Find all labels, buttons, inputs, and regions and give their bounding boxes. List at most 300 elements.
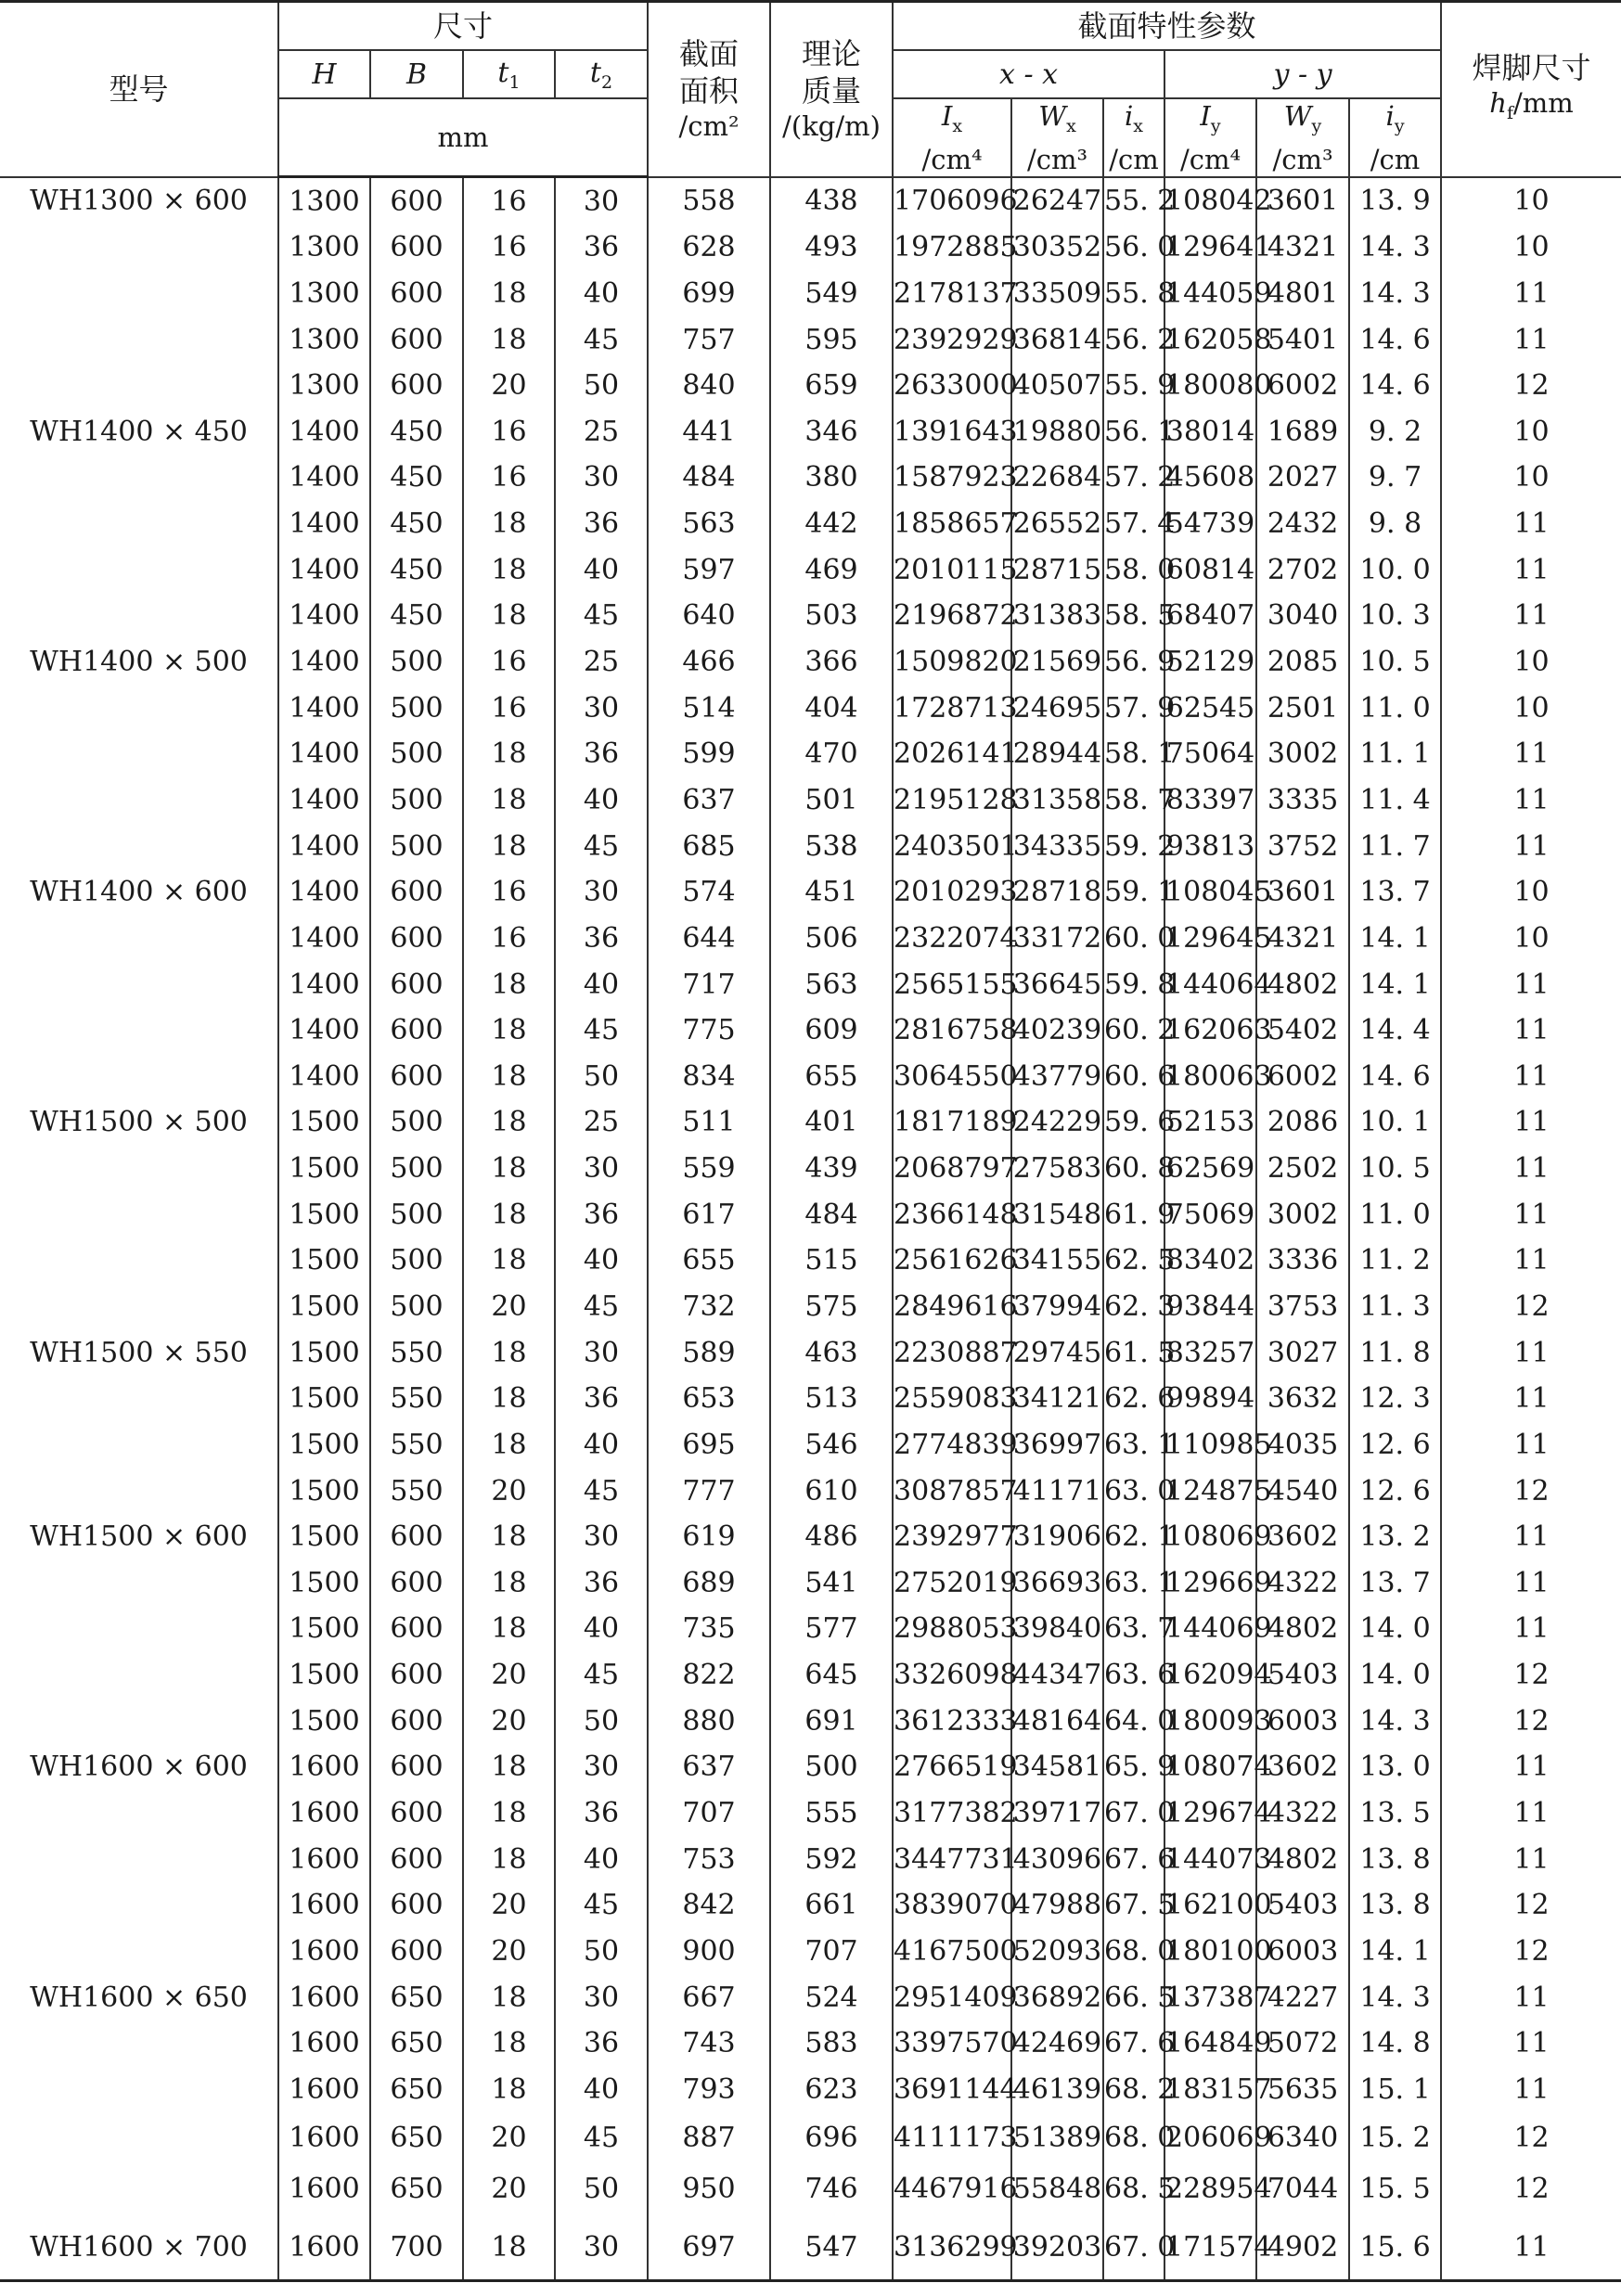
header-H: H	[278, 50, 370, 98]
cell-t2: 45	[555, 1007, 648, 1054]
cell-t1: 20	[463, 1284, 555, 1330]
cell-t2: 30	[555, 455, 648, 501]
cell-B: 600	[370, 1744, 463, 1790]
cell-Wx: 36892	[1011, 1974, 1103, 2020]
cell-model	[0, 455, 278, 501]
cell-Ix: 1858657	[893, 501, 1011, 547]
cell-Wx: 39203	[1011, 2214, 1103, 2281]
cell-Wy: 3601	[1256, 177, 1349, 224]
cell-iy: 13. 8	[1349, 1836, 1441, 1882]
table-row	[0, 1284, 1621, 1330]
cell-Wx: 31383	[1011, 593, 1103, 639]
cell-t1: 18	[463, 1790, 555, 1837]
header-B: B	[370, 50, 463, 98]
cell-t1: 20	[463, 2112, 555, 2163]
header-size: 尺寸	[278, 2, 648, 51]
cell-model	[0, 1376, 278, 1422]
cell-t2: 25	[555, 639, 648, 686]
cell-ix: 60. 0	[1103, 916, 1164, 962]
cell-H: 1600	[278, 2067, 370, 2113]
cell-iy: 13. 8	[1349, 1882, 1441, 1929]
cell-hf: 11	[1513, 323, 1550, 356]
cell-ix: 58. 1	[1103, 731, 1164, 777]
cell-B: 500	[370, 731, 463, 777]
cell-hf: 11	[1513, 2072, 1550, 2106]
cell-iy: 11. 0	[1349, 1191, 1441, 1238]
cell-ix: 62. 3	[1103, 1284, 1164, 1330]
cell-hf: 11	[1513, 1336, 1550, 1369]
cell-Wx: 28718	[1011, 869, 1103, 916]
cell-ix: 63. 6	[1103, 1652, 1164, 1699]
cell-Ix: 2565155	[893, 961, 1011, 1007]
cell-mass: 346	[770, 409, 893, 455]
cell-t1: 16	[463, 224, 555, 271]
cell-model	[0, 2163, 278, 2214]
cell-model	[0, 593, 278, 639]
cell-t1: 18	[463, 1053, 555, 1099]
header-iy: $i_y$ /cm	[1349, 98, 1441, 177]
cell-area: 640	[648, 593, 770, 639]
cell-model	[0, 363, 278, 409]
cell-ix: 58. 7	[1103, 777, 1164, 824]
cell-t2: 36	[555, 731, 648, 777]
cell-Wy: 5402	[1256, 1007, 1349, 1054]
cell-H: 1300	[278, 271, 370, 317]
cell-ix: 57. 9	[1103, 685, 1164, 731]
cell-mass: 592	[770, 1836, 893, 1882]
cell-iy: 14. 6	[1349, 363, 1441, 409]
table-row	[0, 2067, 1621, 2113]
cell-mass: 746	[770, 2163, 893, 2214]
cell-iy: 12. 3	[1349, 1376, 1441, 1422]
cell-ix: 63. 1	[1103, 1422, 1164, 1469]
cell-Ix: 2322074	[893, 916, 1011, 962]
cell-t1: 18	[463, 823, 555, 869]
cell-Wy: 3602	[1256, 1744, 1349, 1790]
cell-area: 880	[648, 1698, 770, 1744]
table-row	[0, 1053, 1621, 1099]
cell-t1: 18	[463, 546, 555, 593]
table-row	[0, 2163, 1621, 2214]
cell-Ix: 3136299	[893, 2214, 1011, 2281]
cell-hf: 11	[1513, 1612, 1550, 1646]
cell-Wy: 2702	[1256, 546, 1349, 593]
cell-Wy: 3602	[1256, 1514, 1349, 1560]
cell-H: 1500	[278, 1329, 370, 1376]
cell-B: 600	[370, 1560, 463, 1607]
cell-Ix: 2988053	[893, 1606, 1011, 1652]
cell-model	[0, 271, 278, 317]
cell-model: WH1300 × 600	[0, 177, 278, 224]
cell-t2: 36	[555, 1376, 648, 1422]
cell-Ix: 2561626	[893, 1238, 1011, 1284]
cell-Iy: 68407	[1164, 593, 1256, 639]
cell-H: 1600	[278, 2020, 370, 2067]
cell-t2: 30	[555, 177, 648, 224]
cell-ix: 68. 0	[1103, 2112, 1164, 2163]
cell-Wx: 39840	[1011, 1606, 1103, 1652]
table-row	[0, 1007, 1621, 1054]
cell-Wx: 34155	[1011, 1238, 1103, 1284]
table-row	[0, 1146, 1621, 1192]
cell-H: 1500	[278, 1468, 370, 1514]
cell-Ix: 2403501	[893, 823, 1011, 869]
cell-hf: 12	[1513, 1659, 1550, 1692]
cell-Ix: 2196872	[893, 593, 1011, 639]
cell-hf: 11	[1513, 738, 1550, 771]
cell-area: 637	[648, 777, 770, 824]
cell-iy: 10. 0	[1349, 546, 1441, 593]
cell-iy: 13. 5	[1349, 1790, 1441, 1837]
cell-t2: 45	[555, 1882, 648, 1929]
cell-mass: 538	[770, 823, 893, 869]
cell-area: 717	[648, 961, 770, 1007]
cell-t2: 30	[555, 1329, 648, 1376]
cell-ix: 56. 1	[1103, 409, 1164, 455]
cell-H: 1400	[278, 685, 370, 731]
cell-mass: 470	[770, 731, 893, 777]
cell-hf: 10	[1513, 921, 1550, 955]
cell-t2: 25	[555, 409, 648, 455]
cell-hf: 10	[1513, 461, 1550, 494]
cell-area: 699	[648, 271, 770, 317]
table-row	[0, 961, 1621, 1007]
cell-Ix: 3326098	[893, 1652, 1011, 1699]
cell-mass: 380	[770, 455, 893, 501]
cell-H: 1400	[278, 916, 370, 962]
cell-iy: 14. 6	[1349, 1053, 1441, 1099]
cell-Wy: 5072	[1256, 2020, 1349, 2067]
cell-Ix: 2392929	[893, 316, 1011, 363]
cell-mass: 610	[770, 1468, 893, 1514]
cell-t1: 16	[463, 869, 555, 916]
cell-t1: 18	[463, 1099, 555, 1146]
cell-iy: 14. 4	[1349, 1007, 1441, 1054]
cell-iy: 11. 3	[1349, 1284, 1441, 1330]
cell-hf: 11	[1513, 1059, 1550, 1093]
cell-H: 1400	[278, 455, 370, 501]
cell-Ix: 1509820	[893, 639, 1011, 686]
cell-mass: 515	[770, 1238, 893, 1284]
cell-H: 1400	[278, 777, 370, 824]
cell-Ix: 3839070	[893, 1882, 1011, 1929]
cell-Wx: 34581	[1011, 1744, 1103, 1790]
table-row	[0, 1929, 1621, 1975]
cell-B: 450	[370, 546, 463, 593]
cell-area: 514	[648, 685, 770, 731]
table-row	[0, 177, 1621, 224]
cell-t1: 18	[463, 1376, 555, 1422]
cell-iy: 10. 3	[1349, 593, 1441, 639]
cell-Wx: 34335	[1011, 823, 1103, 869]
cell-Iy: 45608	[1164, 455, 1256, 501]
cell-Iy: 60814	[1164, 546, 1256, 593]
cell-area: 695	[648, 1422, 770, 1469]
cell-Wx: 19880	[1011, 409, 1103, 455]
cell-Ix: 3087857	[893, 1468, 1011, 1514]
cell-Wx: 34121	[1011, 1376, 1103, 1422]
cell-Iy: 99894	[1164, 1376, 1256, 1422]
cell-Iy: 75069	[1164, 1191, 1256, 1238]
cell-mass: 442	[770, 501, 893, 547]
cell-Wx: 27583	[1011, 1146, 1103, 1192]
cell-Wx: 28944	[1011, 731, 1103, 777]
cell-Wx: 40507	[1011, 363, 1103, 409]
cell-Wy: 1689	[1256, 409, 1349, 455]
cell-mass: 583	[770, 2020, 893, 2067]
cell-Wy: 5403	[1256, 1882, 1349, 1929]
cell-t1: 18	[463, 961, 555, 1007]
cell-H: 1400	[278, 731, 370, 777]
cell-area: 777	[648, 1468, 770, 1514]
cell-Ix: 3397570	[893, 2020, 1011, 2067]
cell-H: 1400	[278, 546, 370, 593]
cell-iy: 15. 5	[1349, 2163, 1441, 2214]
cell-t2: 36	[555, 1191, 648, 1238]
cell-t1: 16	[463, 455, 555, 501]
cell-Ix: 2068797	[893, 1146, 1011, 1192]
cell-t2: 50	[555, 1698, 648, 1744]
cell-iy: 13. 2	[1349, 1514, 1441, 1560]
cell-Iy: 62545	[1164, 685, 1256, 731]
cell-B: 600	[370, 1790, 463, 1837]
table-header	[0, 2, 1621, 177]
cell-hf: 11	[1513, 1566, 1550, 1599]
cell-H: 1600	[278, 1974, 370, 2020]
cell-hf: 12	[1513, 1289, 1550, 1323]
cell-area: 619	[648, 1514, 770, 1560]
table-row	[0, 409, 1621, 455]
cell-Iy: 129641	[1164, 224, 1256, 271]
cell-Wx: 51389	[1011, 2112, 1103, 2163]
cell-area: 685	[648, 823, 770, 869]
cell-Iy: 183157	[1164, 2067, 1256, 2113]
cell-iy: 9. 8	[1349, 501, 1441, 547]
cell-mass: 707	[770, 1929, 893, 1975]
cell-t1: 18	[463, 1329, 555, 1376]
cell-Wy: 4802	[1256, 1836, 1349, 1882]
cell-H: 1500	[278, 1146, 370, 1192]
cell-iy: 14. 1	[1349, 961, 1441, 1007]
cell-H: 1300	[278, 177, 370, 224]
cell-Wx: 44347	[1011, 1652, 1103, 1699]
cell-Wy: 4802	[1256, 1606, 1349, 1652]
header-mass: 理论 质量 /(kg/m)	[770, 2, 893, 177]
cell-t2: 36	[555, 1560, 648, 1607]
cell-B: 450	[370, 593, 463, 639]
cell-mass: 659	[770, 363, 893, 409]
cell-t2: 40	[555, 271, 648, 317]
cell-mass: 609	[770, 1007, 893, 1054]
table-row	[0, 1606, 1621, 1652]
cell-area: 559	[648, 1146, 770, 1192]
cell-area: 653	[648, 1376, 770, 1422]
cell-Ix: 4167500	[893, 1929, 1011, 1975]
cell-area: 735	[648, 1606, 770, 1652]
cell-H: 1400	[278, 593, 370, 639]
cell-model	[0, 1053, 278, 1099]
cell-B: 500	[370, 639, 463, 686]
table-row	[0, 1238, 1621, 1284]
table-row	[0, 1376, 1621, 1422]
cell-model	[0, 2067, 278, 2113]
cell-ix: 67. 0	[1103, 1790, 1164, 1837]
cell-t1: 18	[463, 2067, 555, 2113]
cell-mass: 513	[770, 1376, 893, 1422]
cell-Iy: 180080	[1164, 363, 1256, 409]
cell-iy: 14. 3	[1349, 1698, 1441, 1744]
cell-hf: 10	[1513, 646, 1550, 679]
header-area: 截面 面积 /cm²	[648, 2, 770, 177]
cell-Ix: 2633000	[893, 363, 1011, 409]
cell-area: 793	[648, 2067, 770, 2113]
cell-model	[0, 731, 278, 777]
cell-B: 550	[370, 1376, 463, 1422]
cell-mass: 546	[770, 1422, 893, 1469]
cell-Iy: 144059	[1164, 271, 1256, 317]
cell-area: 753	[648, 1836, 770, 1882]
cell-t1: 20	[463, 1468, 555, 1514]
cell-Iy: 110985	[1164, 1422, 1256, 1469]
cell-area: 637	[648, 1744, 770, 1790]
cell-Wy: 2027	[1256, 455, 1349, 501]
cell-hf: 12	[1513, 1889, 1550, 1922]
cell-t1: 18	[463, 593, 555, 639]
cell-ix: 56. 2	[1103, 316, 1164, 363]
cell-H: 1500	[278, 1422, 370, 1469]
cell-iy: 13. 9	[1349, 177, 1441, 224]
cell-Wy: 3752	[1256, 823, 1349, 869]
header-Ix: $I_x$ /cm⁴	[893, 98, 1011, 177]
cell-B: 600	[370, 363, 463, 409]
table-row	[0, 455, 1621, 501]
cell-H: 1300	[278, 363, 370, 409]
table-row	[0, 593, 1621, 639]
cell-model	[0, 1422, 278, 1469]
table-row	[0, 1329, 1621, 1376]
cell-B: 650	[370, 2112, 463, 2163]
cell-t1: 18	[463, 1007, 555, 1054]
cell-Wy: 4902	[1256, 2214, 1349, 2281]
cell-Ix: 2559083	[893, 1376, 1011, 1422]
cell-ix: 60. 2	[1103, 1007, 1164, 1054]
cell-Iy: 164849	[1164, 2020, 1256, 2067]
cell-H: 1500	[278, 1652, 370, 1699]
cell-model	[0, 1191, 278, 1238]
cell-Ix: 2849616	[893, 1284, 1011, 1330]
cell-iy: 15. 6	[1349, 2214, 1441, 2281]
cell-Wy: 7044	[1256, 2163, 1349, 2214]
cell-iy: 13. 0	[1349, 1744, 1441, 1790]
cell-model: WH1400 × 500	[0, 639, 278, 686]
cell-area: 441	[648, 409, 770, 455]
cell-ix: 68. 0	[1103, 1929, 1164, 1975]
cell-mass: 691	[770, 1698, 893, 1744]
cell-ix: 57. 4	[1103, 501, 1164, 547]
cell-hf: 11	[1513, 1797, 1550, 1830]
cell-model: WH1500 × 600	[0, 1514, 278, 1560]
cell-ix: 63. 7	[1103, 1606, 1164, 1652]
cell-Wx: 55848	[1011, 2163, 1103, 2214]
cell-Wy: 2086	[1256, 1099, 1349, 1146]
cell-Ix: 1706096	[893, 177, 1011, 224]
cell-hf: 11	[1513, 829, 1550, 863]
cell-t2: 50	[555, 1053, 648, 1099]
cell-t2: 30	[555, 1514, 648, 1560]
cell-t1: 20	[463, 2163, 555, 2214]
cell-hf: 12	[1513, 1934, 1550, 1968]
cell-ix: 56. 0	[1103, 224, 1164, 271]
cell-ix: 66. 5	[1103, 1974, 1164, 2020]
cell-Wx: 26247	[1011, 177, 1103, 224]
cell-area: 697	[648, 2214, 770, 2281]
cell-t2: 30	[555, 1146, 648, 1192]
cell-Iy: 162063	[1164, 1007, 1256, 1054]
cell-t2: 30	[555, 2214, 648, 2281]
cell-ix: 64. 0	[1103, 1698, 1164, 1744]
cell-Wy: 3601	[1256, 869, 1349, 916]
cell-t1: 18	[463, 777, 555, 824]
header-axis-yy: y - y	[1164, 50, 1441, 98]
cell-H: 1500	[278, 1099, 370, 1146]
cell-t2: 40	[555, 1606, 648, 1652]
cell-t2: 45	[555, 593, 648, 639]
cell-H: 1500	[278, 1376, 370, 1422]
cell-Iy: 144069	[1164, 1606, 1256, 1652]
cell-t2: 25	[555, 1099, 648, 1146]
cell-Wy: 2085	[1256, 639, 1349, 686]
table-row	[0, 1790, 1621, 1837]
cell-area: 667	[648, 1974, 770, 2020]
cell-area: 757	[648, 316, 770, 363]
cell-mass: 541	[770, 1560, 893, 1607]
cell-model	[0, 1606, 278, 1652]
cell-t1: 18	[463, 1191, 555, 1238]
cell-area: 599	[648, 731, 770, 777]
table-row	[0, 1744, 1621, 1790]
cell-ix: 59. 8	[1103, 961, 1164, 1007]
cell-model	[0, 1468, 278, 1514]
cell-t2: 30	[555, 869, 648, 916]
cell-hf: 10	[1513, 231, 1550, 264]
cell-area: 834	[648, 1053, 770, 1099]
cell-area: 775	[648, 1007, 770, 1054]
cell-t2: 36	[555, 2020, 648, 2067]
cell-Wx: 36645	[1011, 961, 1103, 1007]
cell-iy: 10. 1	[1349, 1099, 1441, 1146]
cell-mass: 463	[770, 1329, 893, 1376]
cell-hf: 11	[1513, 599, 1550, 633]
cell-t2: 40	[555, 2067, 648, 2113]
table-row	[0, 2112, 1621, 2163]
table-row	[0, 1652, 1621, 1699]
cell-t2: 36	[555, 1790, 648, 1837]
cell-t2: 30	[555, 1744, 648, 1790]
cell-ix: 62. 5	[1103, 1238, 1164, 1284]
cell-Ix: 2752019	[893, 1560, 1011, 1607]
cell-t2: 45	[555, 1652, 648, 1699]
cell-area: 558	[648, 177, 770, 224]
cell-B: 600	[370, 916, 463, 962]
cell-Iy: 129669	[1164, 1560, 1256, 1607]
cell-t1: 16	[463, 685, 555, 731]
cell-B: 650	[370, 2163, 463, 2214]
cell-B: 600	[370, 177, 463, 224]
cell-Wy: 6003	[1256, 1698, 1349, 1744]
cell-Iy: 52153	[1164, 1099, 1256, 1146]
cell-t1: 20	[463, 1698, 555, 1744]
table-row	[0, 916, 1621, 962]
